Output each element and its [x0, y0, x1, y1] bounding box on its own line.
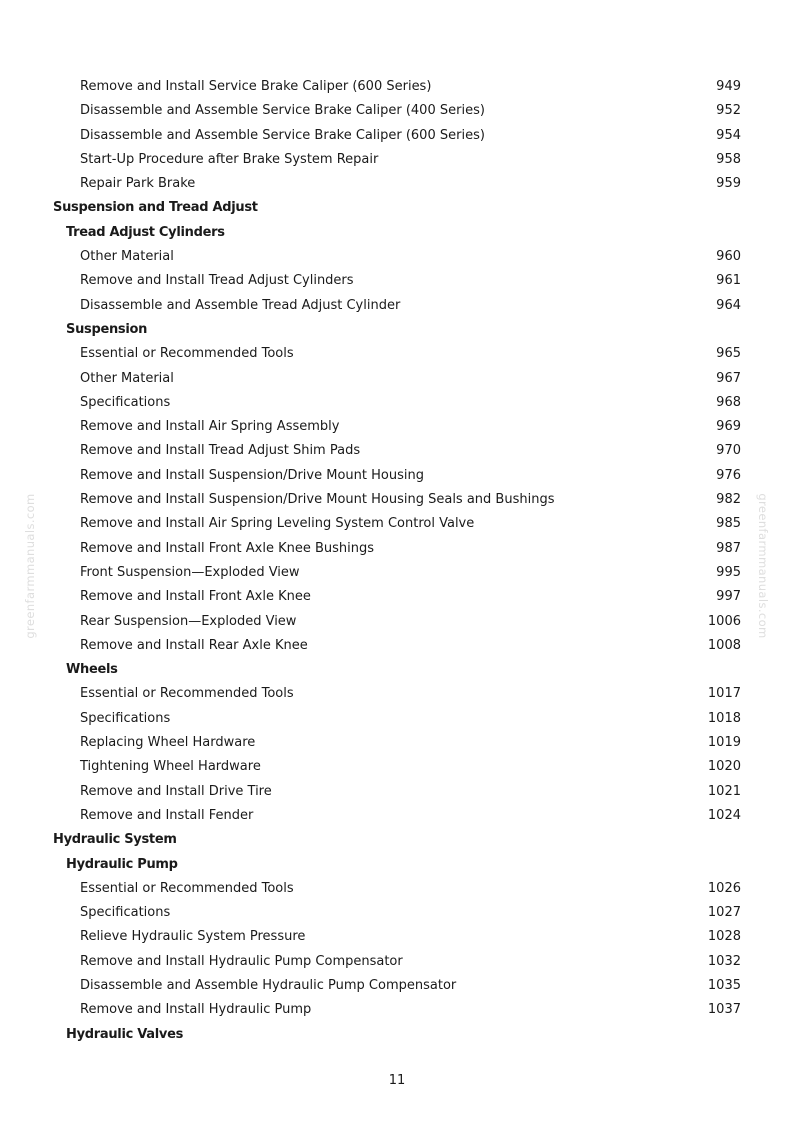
toc-entry-title: Remove and Install Rear Axle Knee: [80, 637, 308, 653]
toc-entry-title: Remove and Install Suspension/Drive Mount Housing Seals and Bushings: [80, 492, 555, 508]
toc-entry-title: Specifications: [80, 710, 171, 726]
toc-entry-title: Disassemble and Assemble Service Brake Caliper (400 Series): [80, 103, 485, 119]
toc-entry-page: 1006: [707, 613, 741, 629]
toc-entry[interactable]: [0, 950, 794, 974]
toc-entry-page: 954: [716, 127, 741, 143]
toc-entry[interactable]: [0, 877, 794, 901]
toc-section-heading: [0, 828, 794, 852]
toc-entry-page: 952: [716, 103, 741, 119]
toc-subsection-heading: [0, 853, 794, 877]
toc-entry[interactable]: [0, 804, 794, 828]
toc-entry-title: Hydraulic Pump: [66, 856, 178, 872]
toc-entry[interactable]: [0, 755, 794, 779]
toc-entry-title: Tread Adjust Cylinders: [66, 224, 225, 240]
toc-entry[interactable]: [0, 585, 794, 609]
toc-entry-page: 1032: [707, 953, 741, 969]
toc-subsection-heading: [0, 1023, 794, 1047]
toc-entry[interactable]: [0, 367, 794, 391]
toc-subsection-heading: [0, 658, 794, 682]
toc-entry[interactable]: [0, 464, 794, 488]
toc-entry-page: 1017: [707, 686, 741, 702]
toc-entry[interactable]: [0, 682, 794, 706]
toc-entry[interactable]: [0, 488, 794, 512]
toc-entry-page: 1026: [707, 880, 741, 896]
toc-entry-page: 965: [716, 346, 741, 362]
toc-entry[interactable]: [0, 245, 794, 269]
toc-entry-page: 969: [716, 419, 741, 435]
toc-entry-title: Replacing Wheel Hardware: [80, 735, 256, 751]
toc-entry-page: 1021: [707, 783, 741, 799]
toc-entry[interactable]: [0, 124, 794, 148]
toc-entry-title: Wheels: [66, 662, 118, 678]
toc-entry-page: 960: [716, 249, 741, 265]
toc-entry-title: Remove and Install Air Spring Leveling System Control Valve: [80, 516, 475, 532]
toc-entry-title: Disassemble and Assemble Hydraulic Pump Compensator: [80, 977, 457, 993]
toc-entry-page: 1037: [707, 1002, 741, 1018]
toc-entry-title: Repair Park Brake: [80, 176, 196, 192]
toc-entry[interactable]: [0, 99, 794, 123]
toc-entry-title: Remove and Install Hydraulic Pump: [80, 1002, 312, 1018]
toc-entry-title: Other Material: [80, 249, 174, 265]
toc-entry[interactable]: [0, 901, 794, 925]
toc-entry[interactable]: [0, 537, 794, 561]
toc-entry[interactable]: [0, 974, 794, 998]
toc-entry-title: Remove and Install Air Spring Assembly: [80, 419, 340, 435]
toc-entry[interactable]: [0, 439, 794, 463]
toc-entry-page: 1020: [707, 759, 741, 775]
toc-entry[interactable]: [0, 415, 794, 439]
toc-entry[interactable]: [0, 707, 794, 731]
toc-entry-page: 1027: [707, 905, 741, 921]
toc-entry-title: Other Material: [80, 370, 174, 386]
toc-entry-page: 1008: [707, 637, 741, 653]
toc-section-heading: [0, 196, 794, 220]
toc-entry[interactable]: [0, 391, 794, 415]
toc-entry-title: Rear Suspension—Exploded View: [80, 613, 297, 629]
page-number: 11: [388, 1073, 406, 1088]
toc-entry[interactable]: [0, 561, 794, 585]
toc-entry[interactable]: [0, 269, 794, 293]
toc-entry-title: Remove and Install Hydraulic Pump Compensator: [80, 953, 403, 969]
toc-entry-page: 1024: [707, 807, 741, 823]
toc-entry-page: 987: [716, 540, 741, 556]
toc-entry-title: Hydraulic Valves: [66, 1026, 184, 1042]
toc-entry[interactable]: [0, 998, 794, 1022]
toc-entry-page: 964: [716, 297, 741, 313]
toc-subsection-heading: [0, 318, 794, 342]
toc-entry-page: 949: [716, 79, 741, 94]
toc-entry[interactable]: [0, 148, 794, 172]
toc-subsection-heading: [0, 221, 794, 245]
toc-entry-title: Front Suspension—Exploded View: [80, 564, 300, 580]
toc-entry-page: 997: [716, 589, 741, 605]
toc-entry-page: 1019: [707, 735, 741, 751]
toc-entry-page: 985: [716, 516, 741, 532]
toc-entry[interactable]: [0, 780, 794, 804]
toc-entry-page: 995: [716, 564, 741, 580]
toc-entry-page: 967: [716, 370, 741, 386]
toc-entry-title: Start-Up Procedure after Brake System Repair: [80, 151, 379, 167]
toc-entry-title: Hydraulic System: [53, 832, 177, 848]
toc-entry-title: Essential or Recommended Tools: [80, 346, 294, 362]
toc-entry[interactable]: [0, 342, 794, 366]
toc-entry-title: Disassemble and Assemble Service Brake Caliper (600 Series): [80, 127, 485, 143]
toc-entry-title: Specifications: [80, 394, 171, 410]
toc-entry[interactable]: [0, 610, 794, 634]
toc-entry[interactable]: [0, 634, 794, 658]
toc-entry-title: Essential or Recommended Tools: [80, 880, 294, 896]
toc-entry-title: Remove and Install Front Axle Knee: [80, 589, 311, 605]
toc-entry[interactable]: [0, 294, 794, 318]
toc-entry-title: Remove and Install Front Axle Knee Bushings: [80, 540, 375, 556]
toc-entry-page: 959: [716, 176, 741, 192]
toc-entry-page: 968: [716, 394, 741, 410]
toc-entry[interactable]: [0, 172, 794, 196]
toc-entry-title: Suspension: [66, 321, 148, 337]
table-of-contents: [0, 75, 794, 1047]
toc-entry-page: 1028: [707, 929, 741, 945]
toc-entry-title: Remove and Install Tread Adjust Shim Pads: [80, 443, 361, 459]
toc-entry-page: 958: [716, 151, 741, 167]
toc-entry-title: Relieve Hydraulic System Pressure: [80, 929, 306, 945]
toc-entry-title: Remove and Install Suspension/Drive Mount Housing: [80, 467, 424, 483]
toc-entry-title: Remove and Install Fender: [80, 807, 254, 823]
toc-entry[interactable]: [0, 75, 794, 99]
toc-entry-page: 1035: [707, 977, 741, 993]
watermark-left: greenfarmmanuals.com: [23, 493, 37, 639]
toc-entry-page: 961: [716, 273, 741, 289]
toc-entry[interactable]: [0, 925, 794, 949]
toc-entry-page: 970: [716, 443, 741, 459]
toc-entry-title: Remove and Install Service Brake Caliper (600 Series): [80, 79, 432, 94]
toc-entry-page: 976: [716, 467, 741, 483]
toc-entry[interactable]: [0, 512, 794, 536]
toc-entry-title: Remove and Install Drive Tire: [80, 783, 272, 799]
toc-entry-title: Disassemble and Assemble Tread Adjust Cylinder: [80, 297, 401, 313]
toc-entry-title: Remove and Install Tread Adjust Cylinders: [80, 273, 354, 289]
toc-entry-page: 982: [716, 492, 741, 508]
toc-entry-title: Tightening Wheel Hardware: [80, 759, 261, 775]
toc-entry-title: Specifications: [80, 905, 171, 921]
watermark-right: greenfarmmanuals.com: [756, 493, 770, 639]
toc-entry-page: 1018: [707, 710, 741, 726]
toc-entry-title: Suspension and Tread Adjust: [53, 200, 258, 216]
toc-entry-title: Essential or Recommended Tools: [80, 686, 294, 702]
toc-entry[interactable]: [0, 731, 794, 755]
